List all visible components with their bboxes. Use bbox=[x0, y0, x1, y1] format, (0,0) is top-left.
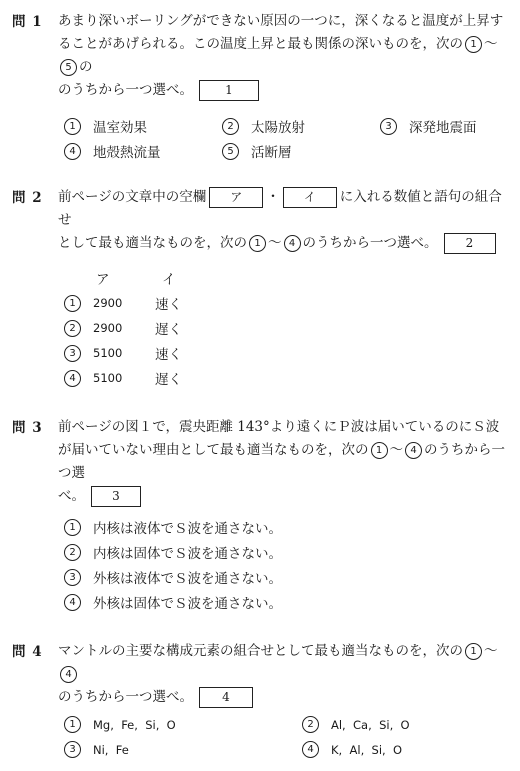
option-3[interactable]: 3 深発地震面 bbox=[378, 116, 477, 136]
question-number: 問 1 bbox=[12, 14, 43, 30]
option-4[interactable]: 4 5100 遅く bbox=[62, 368, 182, 388]
blank-a: ア bbox=[209, 187, 263, 208]
circled-number: 5 bbox=[60, 59, 77, 76]
option-2[interactable]: 2 内核は固体でＳ波を通さない。 bbox=[62, 542, 282, 562]
option-1[interactable]: 1 温室効果 bbox=[62, 116, 147, 136]
option-1[interactable]: 1 2900 速く bbox=[62, 293, 182, 313]
circled-number: 4 bbox=[60, 666, 77, 683]
question-number: 問 2 bbox=[12, 190, 43, 206]
question-text: 前ページの図１で，震央距離 143°より遠くにＰ波は届いているのにＳ波 が届いていない理由として最も適当なものを，次の 1 ～ 4 のうちから一つ選 べ。 3 bbox=[58, 416, 510, 508]
circled-number: 1 bbox=[371, 442, 388, 459]
answer-box[interactable]: 1 bbox=[199, 80, 259, 101]
option-5[interactable]: 5 活断層 bbox=[220, 141, 292, 161]
question-text: あまり深いボーリングができない原因の一つに，深くなると温度が上昇す ることがあげられる。この温度上昇と最も関係の深いものを，次の 1 ～5 の のうちから一つ選べ。 1 bbox=[58, 10, 510, 102]
option-1[interactable]: 1 内核は液体でＳ波を通さない。 bbox=[62, 517, 282, 537]
answer-box[interactable]: 4 bbox=[199, 687, 253, 708]
answer-box[interactable]: 2 bbox=[444, 233, 496, 254]
option-2[interactable]: 2 2900 遅く bbox=[62, 318, 182, 338]
circled-number: 4 bbox=[405, 442, 422, 459]
question-1 bbox=[12, 10, 510, 102]
answer-box[interactable]: 3 bbox=[91, 486, 141, 507]
option-3[interactable]: 3 5100 速く bbox=[62, 343, 182, 363]
column-header-b: イ bbox=[162, 272, 176, 288]
circled-number: 1 bbox=[465, 36, 482, 53]
option-4[interactable]: 4 K, Al, Si, O bbox=[300, 741, 402, 758]
question-number: 問 4 bbox=[12, 644, 43, 660]
option-2[interactable]: 2 太陽放射 bbox=[220, 116, 305, 136]
option-3[interactable]: 3 Ni, Fe bbox=[62, 741, 129, 758]
option-4[interactable]: 4 外核は固体でＳ波を通さない。 bbox=[62, 592, 282, 612]
question-number: 問 3 bbox=[12, 420, 43, 436]
question-4 bbox=[12, 640, 510, 709]
question-text: 前ページの文章中の空欄 ア ・ イ に入れる数値と語句の組合せ として最も適当なものを，次の 1 ～ 4 のうちから一つ選べ。 2 bbox=[58, 186, 510, 255]
column-header-a: ア bbox=[96, 272, 110, 288]
question-2 bbox=[12, 186, 510, 255]
option-1[interactable]: 1 Mg, Fe, Si, O bbox=[62, 716, 176, 733]
question-text: マントルの主要な構成元素の組合せとして最も適当なものを，次の 1 ～4 のうちから一つ選べ。 4 bbox=[58, 640, 510, 709]
option-4[interactable]: 4 地殻熱流量 bbox=[62, 141, 161, 161]
option-2[interactable]: 2 Al, Ca, Si, O bbox=[300, 716, 410, 733]
blank-b: イ bbox=[283, 187, 337, 208]
circled-number: 4 bbox=[284, 235, 301, 252]
option-3[interactable]: 3 外核は液体でＳ波を通さない。 bbox=[62, 567, 282, 587]
circled-number: 1 bbox=[249, 235, 266, 252]
question-3 bbox=[12, 416, 510, 508]
circled-number: 1 bbox=[465, 643, 482, 660]
